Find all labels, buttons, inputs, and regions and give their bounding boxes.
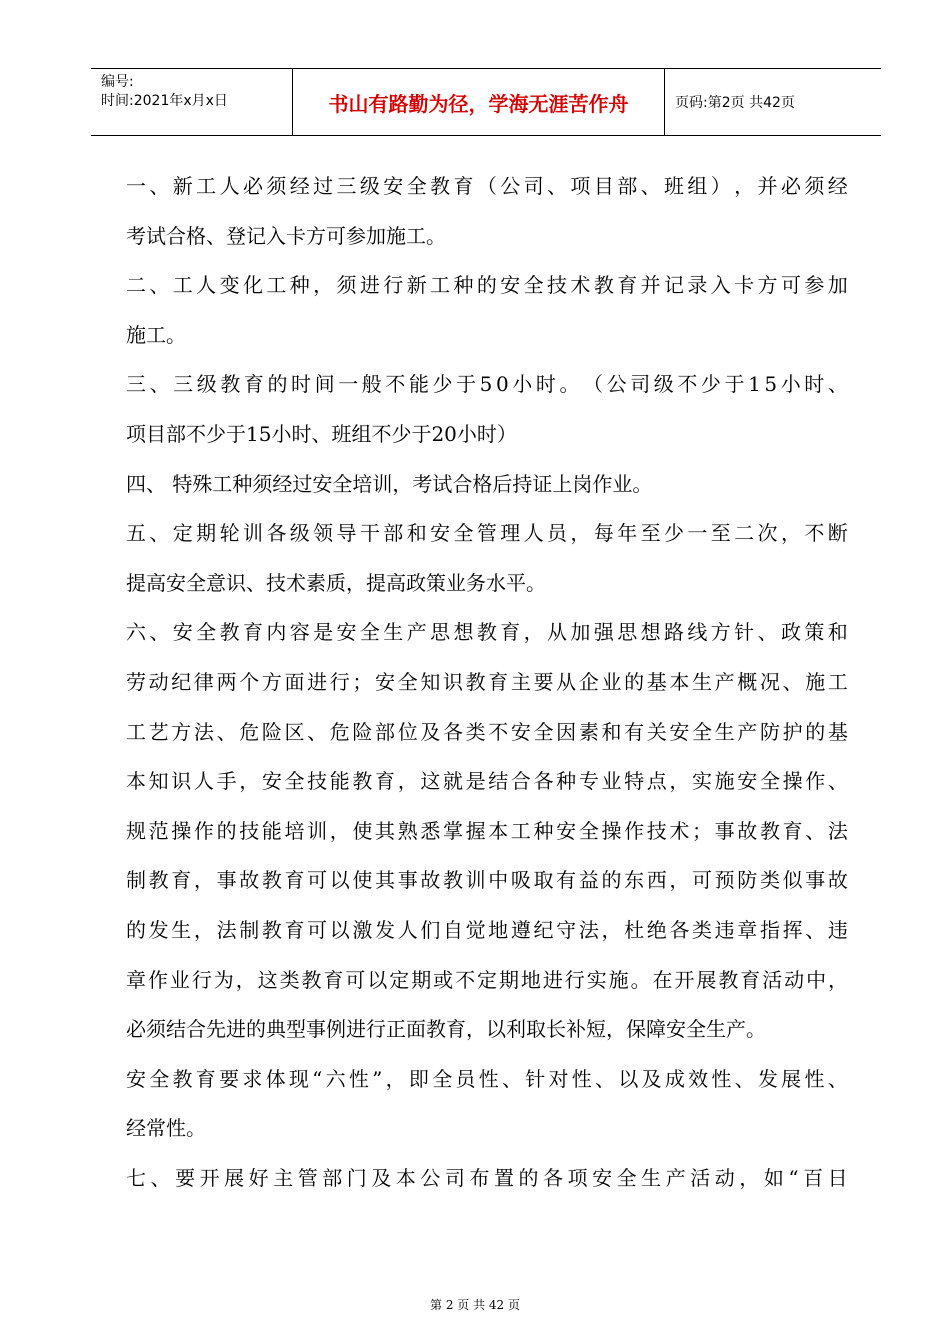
text-line: 一 、 新 工 人 必 须 经 过 三 级 安 全 教 育 （ 公 司 、 项 目 部 、 班 组 ） ， 并 必 须 经: [126, 174, 848, 198]
text-line: 三 、 三 级 教 育 的 时 间 一 般 不 能 少 于 5 0 小 时 。 （ 公 司 级 不 少 于 1 5 小 时 、: [126, 372, 848, 397]
text-line: 章 作 业 行 为 ， 这 类 教 育 可 以 定 期 或 不 定 期 地 进 行 实 施 。 在 开 展 教 育 活 动 中 ，: [126, 967, 848, 992]
time-label: 时间:2021年x月x日: [101, 93, 228, 109]
page-info: 页码:第2页 共42页: [675, 95, 795, 111]
text-line: 七 、 要 开 展 好 主 管 部 门 及 本 公 司 布 置 的 各 项 安 全 生 产 活 动 ， 如 “ 百 日: [126, 1165, 848, 1190]
text-line: 六 、 安 全 教 育 内 容 是 安 全 生 产 思 想 教 育 ， 从 加 强 思 想 路 线 方 针 、 政 策 和: [126, 620, 848, 645]
text-line: 五 、 定 期 轮 训 各 级 领 导 干 部 和 安 全 管 理 人 员 ， 每 年 至 少 一 至 二 次 ， 不 断: [126, 521, 848, 546]
text-line: 制 教 育 ， 事 故 教 育 可 以 使 其 事 故 教 训 中 吸 取 有 益 的 东 西 ， 可 预 防 类 似 事 故: [126, 868, 848, 893]
motto-text: 书山有路勤为径，学海无涯苦作舟: [328, 91, 629, 116]
text-line: 规 范 操 作 的 技 能 培 训 ， 使 其 熟 悉 掌 握 本 工 种 安 全 操 作 技 术 ； 事 故 教 育 、 法: [126, 818, 848, 843]
text-line: 本 知 识 人 手 ， 安 全 技 能 教 育 ， 这 就 是 结 合 各 种 专 业 特 点 ， 实 施 安 全 操 作 、: [126, 769, 848, 794]
document-body: [126, 162, 848, 1203]
text-line: 必须结合先进的典型事例进行正面教育，以利取长补短，保障安全生产。: [126, 1017, 766, 1042]
text-line: 考试合格、登记入卡方可参加施工。: [126, 223, 446, 248]
text-line: 经常性。: [126, 1116, 206, 1141]
text-line: 的 发 生 ， 法 制 教 育 可 以 激 发 人 们 自 觉 地 遵 纪 守 法 ， 杜 绝 各 类 违 章 指 挥 、 违: [126, 917, 848, 942]
text-line: 安 全 教 育 要 求 体 现 “ 六 性 ” ， 即 全 员 性 、 针 对 性 、 以 及 成 效 性 、 发 展 性 、: [126, 1066, 848, 1091]
text-line: 劳 动 纪 律 两 个 方 面 进 行 ； 安 全 知 识 教 育 主 要 从 企 业 的 基 本 生 产 概 况 、 施 工: [126, 669, 848, 694]
page-footer: 第 2 页 共 42 页: [430, 1298, 520, 1312]
text-line: 二 、 工 人 变 化 工 种 ， 须 进 行 新 工 种 的 安 全 技 术 教 育 并 记 录 入 卡 方 可 参 加: [126, 273, 848, 298]
header-page-cell: [665, 69, 881, 135]
text-line: 提高安全意识、技术素质，提高政策业务水平。: [126, 570, 546, 595]
serial-label: 编号:: [101, 74, 134, 90]
text-line: 工 艺 方 法 、 危 险 区 、 危 险 部 位 及 各 类 不 安 全 因 素 和 有 关 安 全 生 产 防 护 的 基: [126, 719, 848, 744]
text-line: 项目部不少于15小时、班组不少于20小时）: [126, 421, 517, 446]
page-header: [91, 68, 881, 136]
header-motto-cell: [293, 69, 665, 135]
text-line: 四、 特殊工种须经过安全培训，考试合格后持证上岗作业。: [126, 471, 653, 496]
header-meta-cell: [91, 69, 293, 135]
text-line: 施工。: [126, 322, 186, 347]
